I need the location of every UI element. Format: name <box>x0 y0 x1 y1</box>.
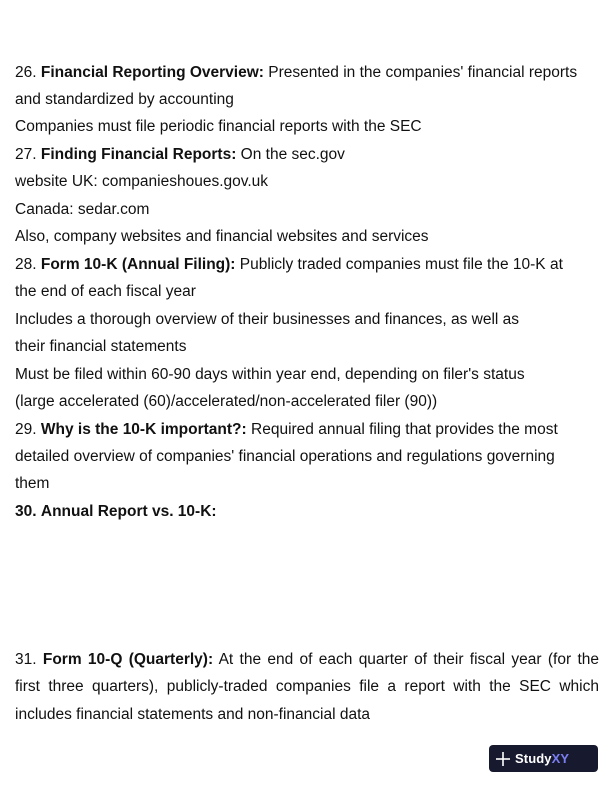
item-text-line: Also, company websites and financial websites and services <box>15 228 429 245</box>
studyxy-logo <box>489 745 598 772</box>
item-title: Finding Financial Reports: <box>40 146 237 163</box>
item-text-line: (large accelerated (60)/accelerated/non-accelerated filer (90)) <box>15 393 438 410</box>
plus-icon <box>496 752 510 766</box>
item-text-line: and standardized by accounting <box>15 91 234 108</box>
item-text-line: Canada: sedar.com <box>15 201 150 218</box>
item-text-line: Companies must file periodic financial reports with the SEC <box>15 118 422 135</box>
item-text-line: Includes a thorough overview of their businesses and finances, as well as <box>15 311 520 328</box>
item-text-line: first three quarters), publicly-traded companies file a report with the SEC which <box>15 678 599 695</box>
item-text-line: website UK: companieshoues.gov.uk <box>15 173 269 190</box>
item-title: Annual Report vs. 10-K: <box>40 503 217 520</box>
item-26-heading-line <box>15 63 599 83</box>
item-29-heading-line <box>15 420 599 440</box>
item-text: Required annual filing that provides the most <box>251 421 558 438</box>
item-28-heading-line <box>15 255 599 275</box>
item-27-heading-line <box>15 145 599 165</box>
item-text: Publicly traded companies must file the 10-K at <box>239 256 563 273</box>
item-title: Form 10-K (Annual Filing): <box>40 256 236 273</box>
logo-text: StudyXY <box>515 751 570 766</box>
item-text: At the end of each quarter of their fiscal year (for the <box>218 651 599 668</box>
item-text: On the sec.gov <box>240 146 345 163</box>
item-number: 30. <box>15 503 37 520</box>
item-text-line: their financial statements <box>15 338 187 355</box>
item-text-line: detailed overview of companies' financial operations and regulations governing <box>15 448 555 465</box>
item-title: Financial Reporting Overview: <box>40 64 264 81</box>
item-text-line: includes financial statements and non-financial data <box>15 706 371 723</box>
item-text-line: Must be filed within 60-90 days within year end, depending on filer's status <box>15 366 525 383</box>
item-number: 29. <box>15 421 37 438</box>
item-text-line: them <box>15 475 50 492</box>
item-number: 31. <box>15 651 37 668</box>
item-text: Presented in the companies' financial reports <box>268 64 578 81</box>
item-number: 26. <box>15 64 37 81</box>
item-number: 27. <box>15 146 37 163</box>
item-31-heading-line <box>15 650 599 670</box>
item-text-line: the end of each fiscal year <box>15 283 196 300</box>
item-title: Form 10-Q (Quarterly): <box>42 651 214 668</box>
item-title: Why is the 10-K important?: <box>40 421 247 438</box>
item-number: 28. <box>15 256 37 273</box>
item-30-heading-line <box>15 502 599 522</box>
